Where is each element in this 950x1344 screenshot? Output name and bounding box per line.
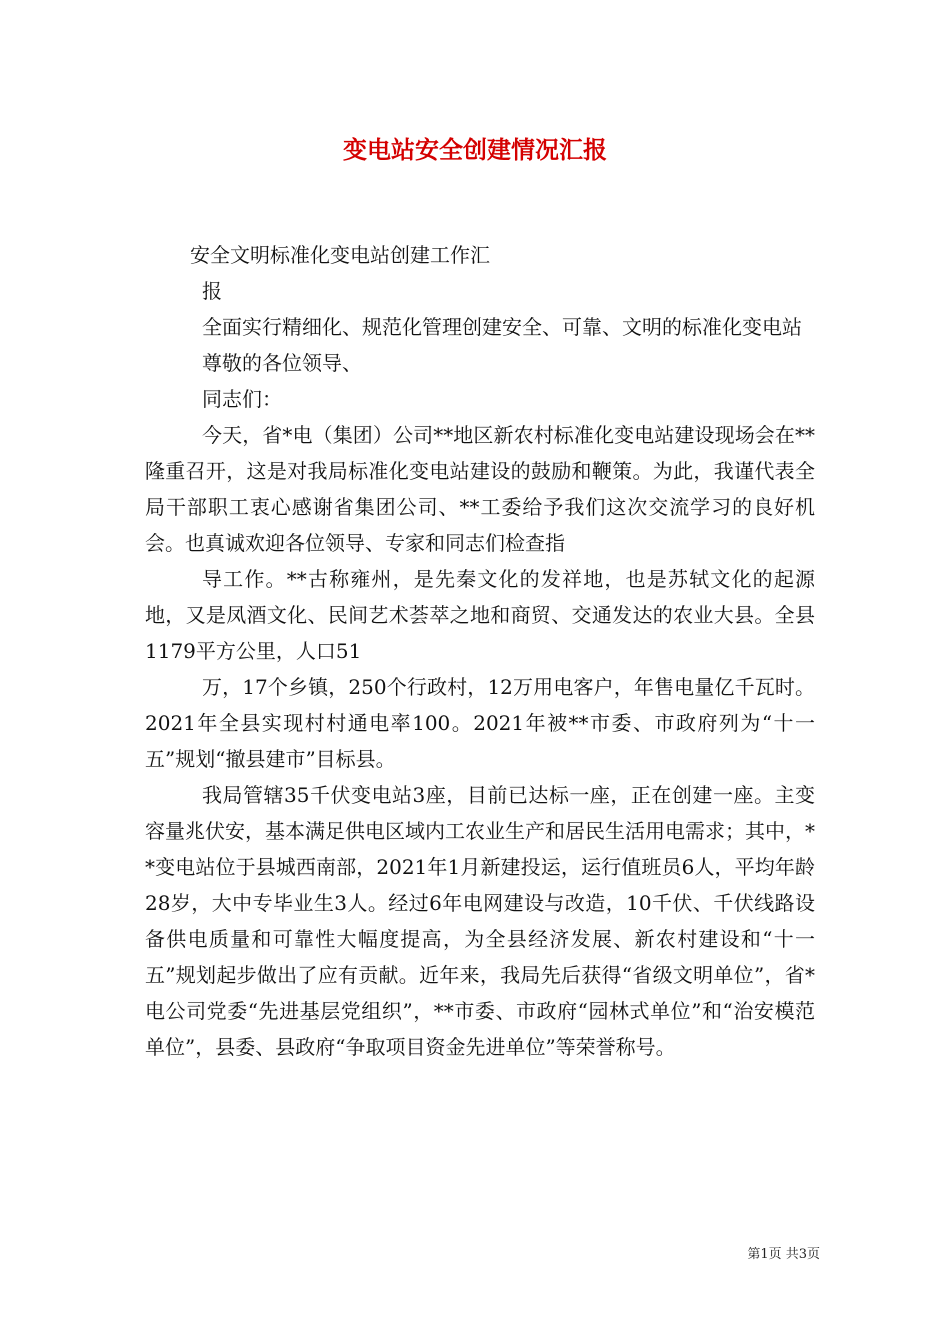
document-body <box>145 237 815 1065</box>
document-title: 变电站安全创建情况汇报 <box>343 135 607 164</box>
paragraph-county-stats: 万，17个乡镇，250个行政村，12万用电客户，年售电量亿千瓦时。2021年全县实现村村通电率100。2021年被**市委、市政府列为“十一五”规划“撤县建市”目标县。 <box>145 675 815 771</box>
page-number: 第1页 共3页 <box>747 1247 820 1262</box>
paragraph-heading-line-1: 安全文明标准化变电站创建工作汇 <box>190 243 490 267</box>
paragraph-subtitle: 全面实行精细化、规范化管理创建安全、可靠、文明的标准化变电站 <box>202 315 802 339</box>
paragraph-salutation: 尊敬的各位领导、 <box>202 351 362 375</box>
paragraph-greeting: 同志们： <box>202 387 282 411</box>
paragraph-heading-line-2: 报 <box>202 279 222 303</box>
paragraph-county-overview: 导工作。**古称雍州，是先秦文化的发祥地，也是苏轼文化的起源地，又是凤酒文化、民间艺术荟萃之地和商贸、交通发达的农业大县。全县1179平方公里，人口51 <box>145 567 815 663</box>
paragraph-substation-overview: 我局管辖35千伏变电站3座，目前已达标一座，正在创建一座。主变容量兆伏安，基本满足供电区域内工农业生产和居民生活用电需求；其中，**变电站位于县城西南部，2021年1月新建投运，运行值班员6人，平均年龄28岁，大中专毕业生3人。经过6年电网建设与改造，10千伏、千伏线路设备供电质量和可靠性大幅度提高，为全县经济发展、新农村建设和“十一五”规划起步做出了应有贡献。近年来，我局先后获得“省级文明单位”，省*电公司党委“先进基层党组织”，**市委、市政府“园林式单位”和“治安模范单位”，县委、县政府“争取项目资金先进单位”等荣誉称号。 <box>145 783 815 1059</box>
paragraph-intro: 今天，省*电（集团）公司**地区新农村标准化变电站建设现场会在**隆重召开，这是对我局标准化变电站建设的鼓励和鞭策。为此，我谨代表全局干部职工衷心感谢省集团公司、**工委给予我们这次交流学习的良好机会。也真诚欢迎各位领导、专家和同志们检查指 <box>145 423 815 555</box>
